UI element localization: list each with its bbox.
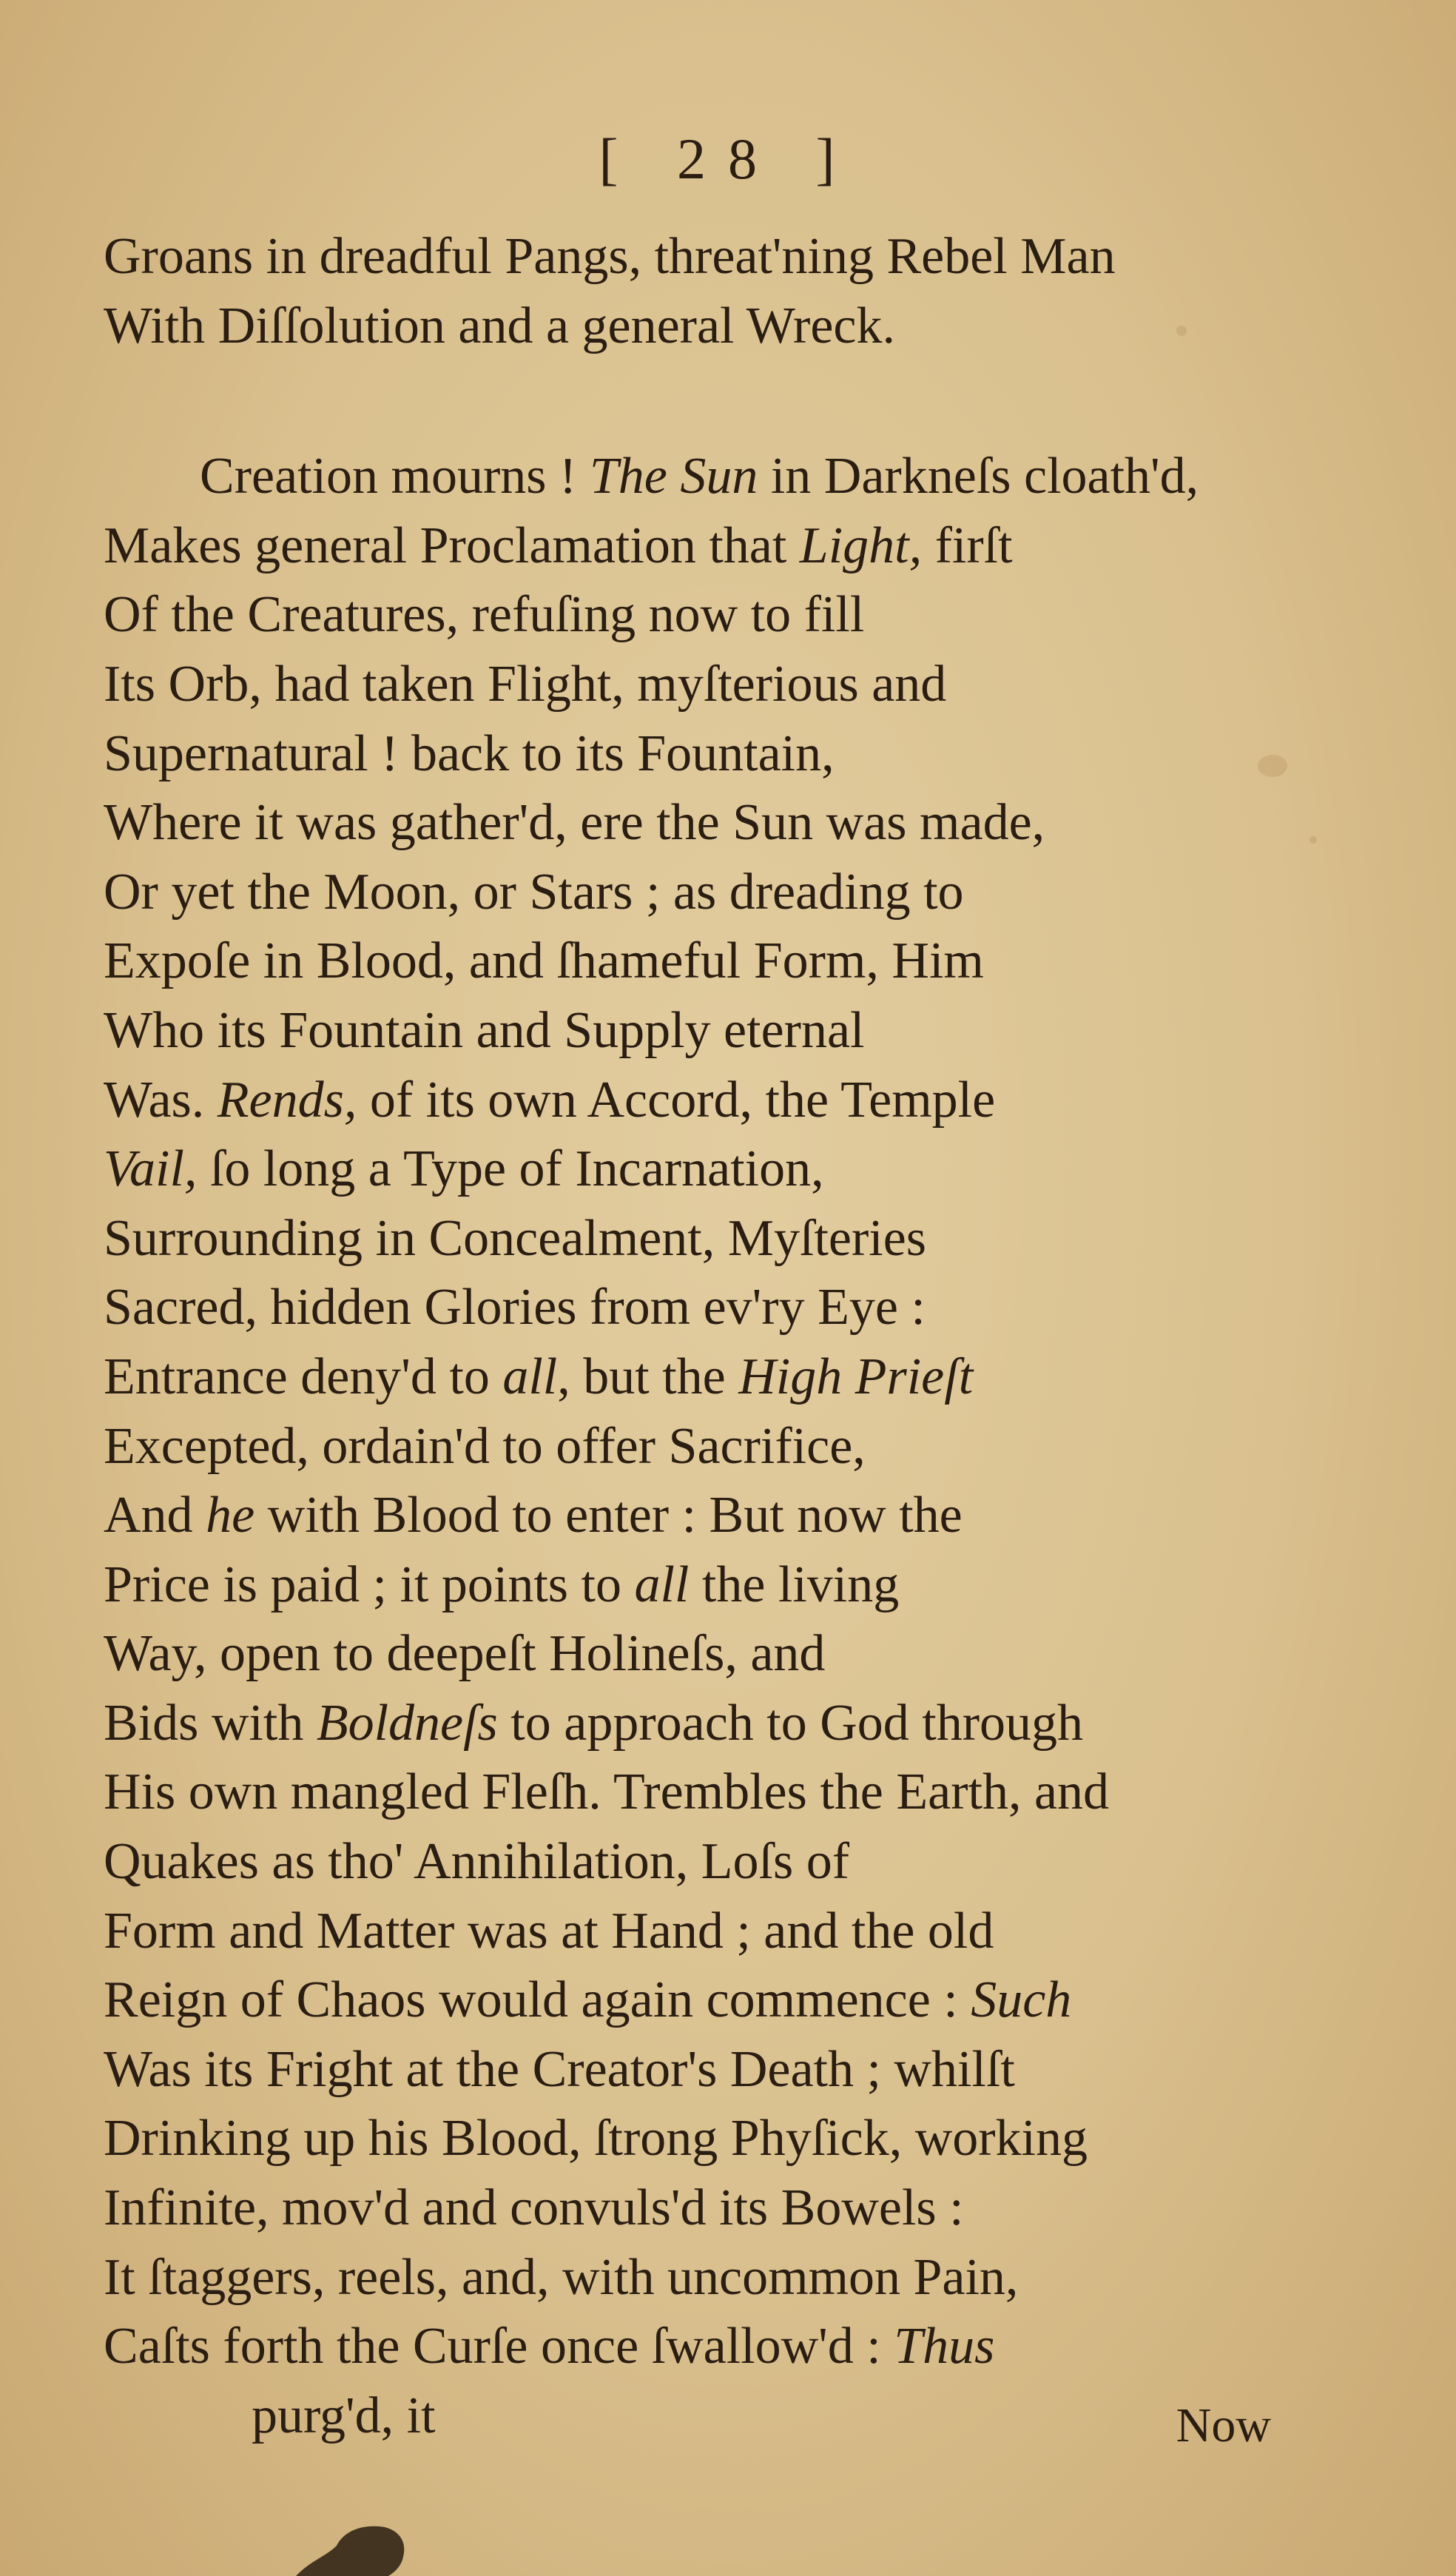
verse-line: Caſts forth the Curſe once ſwallow'd : Thus	[104, 2318, 995, 2375]
verse-line: Where it was gather'd, ere the Sun was made,	[104, 794, 1045, 852]
verse-line: Was its Fright at the Creator's Death ; whilſt	[104, 2040, 1015, 2098]
verse-line: Expoſe in Blood, and ſhameful Form, Him	[104, 932, 984, 990]
verse-line: Was. Rends, of its own Accord, the Temple	[104, 1071, 996, 1129]
verse-line: purg'd, it	[252, 2387, 436, 2444]
verse-line: Infinite, mov'd and convuls'd its Bowels :	[104, 2179, 964, 2237]
verse-line: Who its Fountain and Supply eternal	[104, 1001, 865, 1059]
verse-line: His own mangled Fleſh. Trembles the Earth, and	[104, 1763, 1110, 1821]
verse-line: Or yet the Moon, or Stars ; as dreading to	[104, 863, 964, 921]
page-number-header: [ 28 ]	[599, 127, 857, 191]
verse-line: Vail, ſo long a Type of Incarnation,	[104, 1140, 824, 1198]
verse-line: With Diſſolution and a general Wreck.	[104, 297, 895, 354]
verse-line: Price is paid ; it points to all the living	[104, 1556, 900, 1613]
verse-line: Supernatural ! back to its Fountain,	[104, 724, 835, 782]
catchword: Now	[1176, 2398, 1271, 2452]
verse-line: Surrounding in Concealment, Myſteries	[104, 1209, 927, 1267]
verse-line: Drinking up his Blood, ſtrong Phyſick, working	[104, 2110, 1088, 2168]
verse-line: Creation mourns ! The Sun in Darkneſs cloath'd,	[200, 448, 1199, 505]
stanza-1	[104, 222, 1406, 360]
verse-line: Makes general Proclamation that Light, firſt	[104, 517, 1013, 574]
verse-body	[104, 222, 1406, 2450]
verse-line: Quakes as tho' Annihilation, Loſs of	[104, 1833, 850, 1891]
verse-line: Reign of Chaos would again commence : Such	[104, 1971, 1072, 2029]
verse-line: Excepted, ordain'd to offer Sacrifice,	[104, 1417, 866, 1475]
verse-line: Its Orb, had taken Flight, myſterious and	[104, 655, 947, 713]
printers-ornament-icon	[281, 2516, 429, 2576]
verse-line: Entrance deny'd to all, but the High Prieſt	[104, 1348, 974, 1405]
verse-line: Sacred, hidden Glories from ev'ry Eye :	[104, 1279, 926, 1336]
verse-line: Of the Creatures, refuſing now to fill	[104, 586, 865, 644]
stanza-break	[104, 360, 1406, 442]
verse-line: It ſtaggers, reels, and, with uncommon Pain,	[104, 2248, 1019, 2306]
verse-line: And he with Blood to enter : But now the	[104, 1487, 963, 1544]
verse-line: Bids with Boldneſs to approach to God through	[104, 1694, 1084, 1752]
verse-line: Form and Matter was at Hand ; and the old	[104, 1902, 994, 1960]
verse-line: Groans in dreadful Pangs, threat'ning Rebel Man	[104, 228, 1116, 285]
stanza-2	[104, 442, 1406, 2450]
verse-line: Way, open to deepeſt Holineſs, and	[104, 1625, 826, 1683]
